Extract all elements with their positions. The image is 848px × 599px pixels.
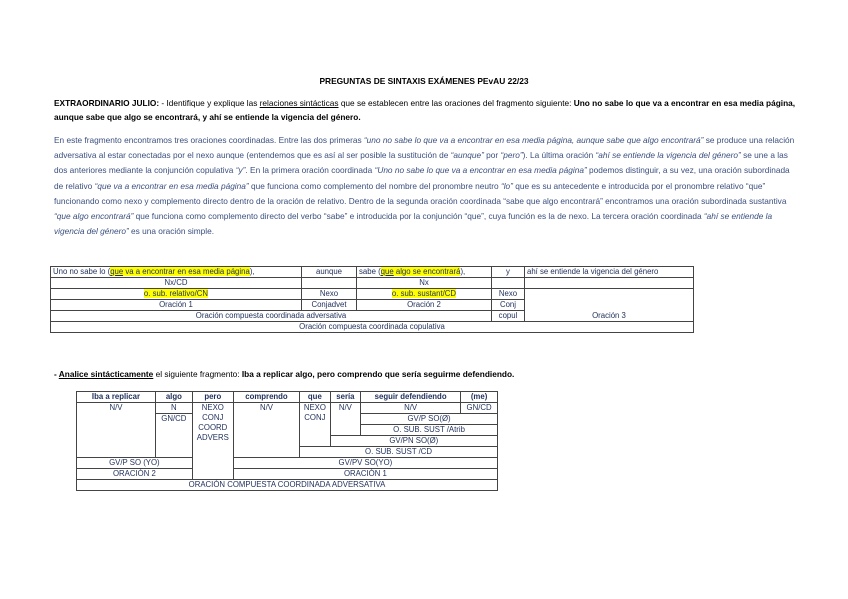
q2-text: el siguiente fragmento:: [153, 369, 242, 379]
table2-cell: ORACIÓN COMPUESTA COORDINADA ADVERSATIVA: [77, 480, 498, 491]
exercise-fragment: Uno no sabe lo que va a encontrar en esa media página, aunque sabe que algo se encontrará, y ahí se entiende la vigencia del género.: [54, 98, 796, 122]
table1-cell: ahí se entiende la vigencia del género: [525, 267, 694, 278]
table2-cell: GV/PV SO(YO): [233, 458, 497, 469]
analysis-text: ). La última oración: [522, 150, 596, 161]
table2-cell: GV/PN SO(Ø): [330, 436, 497, 447]
table2-header: algo: [155, 392, 192, 403]
analysis-quote: “uno no sabe lo que va a encontrar en esa media página, aunque sabe que algo encontrará”: [363, 135, 704, 145]
analysis-table-2: [76, 391, 498, 491]
table2-cell: N/V: [361, 403, 461, 414]
analysis-text: que funciona como complemento del nombre del pronombre neutro: [248, 180, 501, 191]
table2-header: seguir defendiendo: [361, 392, 461, 403]
table1-cell: [302, 278, 357, 289]
table1-cell: Oración 2: [357, 300, 492, 311]
table1-cell: Conj: [492, 300, 525, 311]
t1-text: sabe (: [359, 267, 381, 276]
page-title: PREGUNTAS DE SINTAXIS EXÁMENES PEvAU 22/23: [319, 76, 529, 86]
t1-highlight: algo se encontrará: [393, 267, 461, 276]
table2-cell: O. SUB. SUST /Atrib: [361, 425, 498, 436]
table2-cell: GN/CD: [461, 403, 498, 414]
table2-cell: GV/P SO(Ø): [361, 414, 498, 425]
analysis-quote: “lo”: [500, 180, 513, 191]
table1-cell: [51, 289, 302, 300]
table2-cell: N/V: [330, 403, 361, 436]
exercise-statement: [54, 96, 796, 124]
t2-text: ADVERS: [196, 433, 229, 442]
table2-header: que: [300, 392, 331, 403]
analysis-quote: “que va a encontrar en esa media página”: [94, 180, 249, 191]
analysis-quote: “Uno no sabe lo que va a encontrar en esa media página”: [374, 165, 587, 176]
table1-cell: copul: [492, 311, 525, 322]
table2-cell: N/V: [77, 403, 156, 458]
table2-cell: GN/CD: [155, 414, 192, 458]
table1-cell: Oración compuesta coordinada adversativa: [51, 311, 492, 322]
analysis-quote: “ahí se entiende la vigencia del género”: [595, 150, 741, 161]
t2-text: NEXO: [201, 403, 224, 412]
t1-conj: que: [380, 267, 394, 276]
table2-header: Iba a replicar: [77, 392, 156, 403]
table1-cell: Oración 3: [525, 289, 694, 322]
t1-highlight: o. sub. sustant/CD: [391, 289, 457, 298]
t2-text: NEXO: [303, 403, 326, 412]
table1-cell: y: [492, 267, 525, 278]
table2-cell: O. SUB. SUST /CD: [300, 447, 498, 458]
analysis-text: es una oración simple.: [128, 226, 215, 237]
table1-cell: Oración compuesta coordinada copulativa: [51, 322, 694, 333]
table2-cell: ORACIÓN 1: [233, 469, 497, 480]
question-2: [54, 369, 514, 379]
q2-underlined: Analice sintácticamente: [58, 369, 154, 379]
exercise-text-after: que se establecen entre las oraciones del fragmento siguiente:: [338, 98, 574, 108]
table2-header: (me): [461, 392, 498, 403]
analysis-text: En este fragmento encontramos tres oraciones coordinadas. Entre las dos primeras: [54, 135, 364, 145]
t1-text: Uno no sabe lo (: [53, 267, 111, 276]
table2-header: comprendo: [233, 392, 299, 403]
table2-header: pero: [192, 392, 233, 403]
table1-cell: Conjadvet: [302, 300, 357, 311]
analysis-table-1: [50, 266, 694, 333]
table2-cell: ORACIÓN 2: [77, 469, 193, 480]
analysis-quote: “aunque”: [450, 150, 484, 161]
q2-fragment: Iba a replicar algo, pero comprendo que sería seguirme defendiendo.: [241, 369, 515, 379]
exercise-label: EXTRAORDINARIO JULIO:: [54, 98, 160, 108]
table1-cell: Nexo: [492, 289, 525, 300]
table2-cell: [300, 403, 331, 447]
analysis-text: se produce una relación adversativa al estar conectadas por el nexo aunque (entendemos que es así al ser posible la sustitución de: [54, 135, 795, 161]
table1-cell: [51, 267, 302, 278]
table1-cell: aunque: [302, 267, 357, 278]
analysis-quote: “ahí se entiende la vigencia del género”: [54, 211, 773, 237]
analysis-text: . En la primera oración coordinada: [245, 165, 375, 176]
t2-text: CONJ: [304, 413, 326, 422]
table1-cell: Nx: [357, 278, 492, 289]
table1-cell: [492, 278, 525, 289]
analysis-quote: “pero”: [500, 150, 523, 161]
t1-text: ),: [249, 267, 255, 276]
table1-cell: Nexo: [302, 289, 357, 300]
t2-text: COORD: [198, 423, 228, 432]
analysis-paragraph: [54, 133, 799, 239]
analysis-text: que es su antecedente e introducida por el pronombre relativo “que” funcionando como nexo y complemento directo dentro de la oración de relativo. Dentro de la segunda oración coordinada “sabe que algo encontrará” encontramos una oración subordinada sustantiva: [54, 180, 787, 206]
t2-text: CONJ: [202, 413, 224, 422]
q2-dash: -: [54, 369, 59, 379]
t1-highlight: o. sub. relativo/CN: [143, 289, 209, 298]
exercise-underlined: relaciones sintácticas: [259, 98, 339, 108]
table1-cell: Nx/CD: [51, 278, 302, 289]
table2-cell: [192, 403, 233, 480]
t1-relative: que: [110, 267, 124, 276]
table1-cell: [525, 278, 694, 289]
table1-cell: Oración 1: [51, 300, 302, 311]
table1-cell: [357, 289, 492, 300]
table1-cell: [357, 267, 492, 278]
analysis-text: por: [483, 150, 501, 161]
analysis-quote: “y”: [235, 165, 246, 176]
analysis-text: que funciona como complemento directo del verbo “sabe” e introducida por la conjunción “que”, cuya función es la de nexo. La tercera oración coordinada: [133, 211, 704, 222]
analysis-text: se une a las dos anteriores mediante la conjunción copulativa: [54, 150, 788, 176]
table2-cell: N: [155, 403, 192, 414]
analysis-text: podemos distinguir, a su vez, una oración subordinada de relativo: [54, 165, 790, 191]
table2-cell: GV/P SO (YO): [77, 458, 193, 469]
analysis-quote: “que algo encontrará”: [54, 211, 134, 222]
table2-cell: N/V: [233, 403, 299, 458]
exercise-text: - Identifique y explique las: [159, 98, 260, 108]
t1-text: ),: [460, 267, 466, 276]
t1-highlight: va a encontrar en esa media página: [123, 267, 250, 276]
table2-header: sería: [330, 392, 361, 403]
